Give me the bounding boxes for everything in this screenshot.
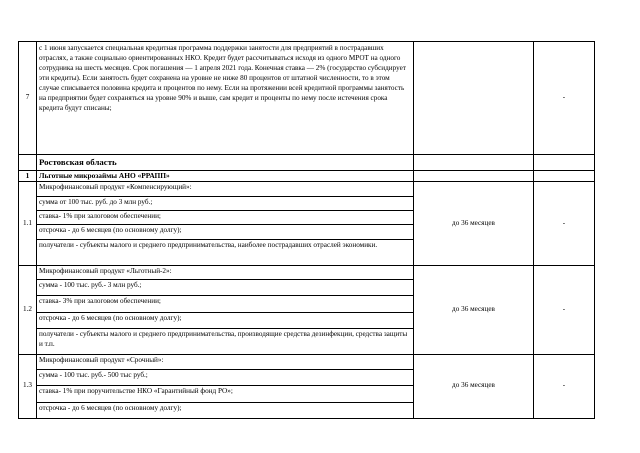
- row-number: 1.1: [19, 182, 37, 266]
- extra-cell: -: [534, 182, 595, 266]
- product-deferral: отсрочка - до 6 месяцев (по основному долгу);: [37, 402, 414, 418]
- term-cell: [414, 42, 534, 155]
- measures-table: [18, 41, 595, 419]
- region-row: [19, 155, 595, 171]
- section-number: 1: [19, 171, 37, 182]
- product-name: Микрофинансовый продукт «Срочный»:: [37, 355, 414, 369]
- table-row: [19, 182, 595, 196]
- row-number: 1.3: [19, 355, 37, 418]
- product-deferral: отсрочка - до 6 месяцев (по основному долгу);: [37, 313, 414, 329]
- region-title: Ростовская область: [37, 155, 414, 171]
- term-cell: до 36 месяцев: [414, 182, 534, 266]
- product-amount: сумма - 100 тыс. руб.- 3 млн руб.;: [37, 280, 414, 296]
- product-name: Микрофинансовый продукт «Льготный-2»:: [37, 265, 414, 279]
- product-name: Микрофинансовый продукт «Компенсирующий»:: [37, 182, 414, 196]
- product-amount: сумма - 100 тыс. руб.- 500 тыс руб.;: [37, 369, 414, 385]
- product-rate: ставка- 3% при залоговом обеспечении;: [37, 296, 414, 313]
- table-row: [19, 355, 595, 369]
- section-row: [19, 171, 595, 182]
- extra-cell: -: [534, 355, 595, 418]
- row-number: 7: [19, 42, 37, 155]
- product-recipients: получатели - субъекты малого и среднего предпринимательства, наиболее пострадавших отраслей экономики.: [37, 239, 414, 265]
- product-rate: ставка- 1% при поручительстве НКО «Гарантийный фонд РО»;: [37, 385, 414, 402]
- extra-cell: -: [534, 42, 595, 155]
- term-cell: до 36 месяцев: [414, 355, 534, 418]
- row-number: 1.2: [19, 265, 37, 354]
- product-amount: сумма от 100 тыс. руб. до 3 млн руб.;: [37, 196, 414, 210]
- measure-description: с 1 июня запускается специальная кредитная программа поддержки занятости для предприятий в пострадавших отраслях, а также социально ориентированных НКО. Кредит будет рассчитываться исходя из одного МРОТ на одного сотрудника на шесть месяцев. Срок погашения — 1 апреля 2021 года. Конечная ставка — 2% (государство субсидирует эти кредиты). Если занятость будет сохранена на уровне не ниже 80 процентов от штатной численности, то в этом случае списывается половина кредита и процентов по нему. Если на протяжении всей кредитной программы занятость на предприятии будет сохраняться на уровне 90% и выше, сам кредит и проценты по нему после истечения срока кредита будут списаны;: [37, 42, 414, 155]
- table-row: [19, 265, 595, 279]
- product-recipients: получатели - субъекты малого и среднего предпринимательства, производящие средства дезинфекции, средства защиты и т.п.: [37, 329, 414, 355]
- product-deferral: отсрочка - до 6 месяцев (по основному долгу);: [37, 225, 414, 239]
- extra-cell: -: [534, 265, 595, 354]
- section-title: Льготные микрозаймы АНО «РРАПП»: [37, 171, 414, 182]
- product-rate: ставка- 1% при залоговом обеспечении;: [37, 211, 414, 225]
- term-cell: до 36 месяцев: [414, 265, 534, 354]
- table-row: [19, 42, 595, 155]
